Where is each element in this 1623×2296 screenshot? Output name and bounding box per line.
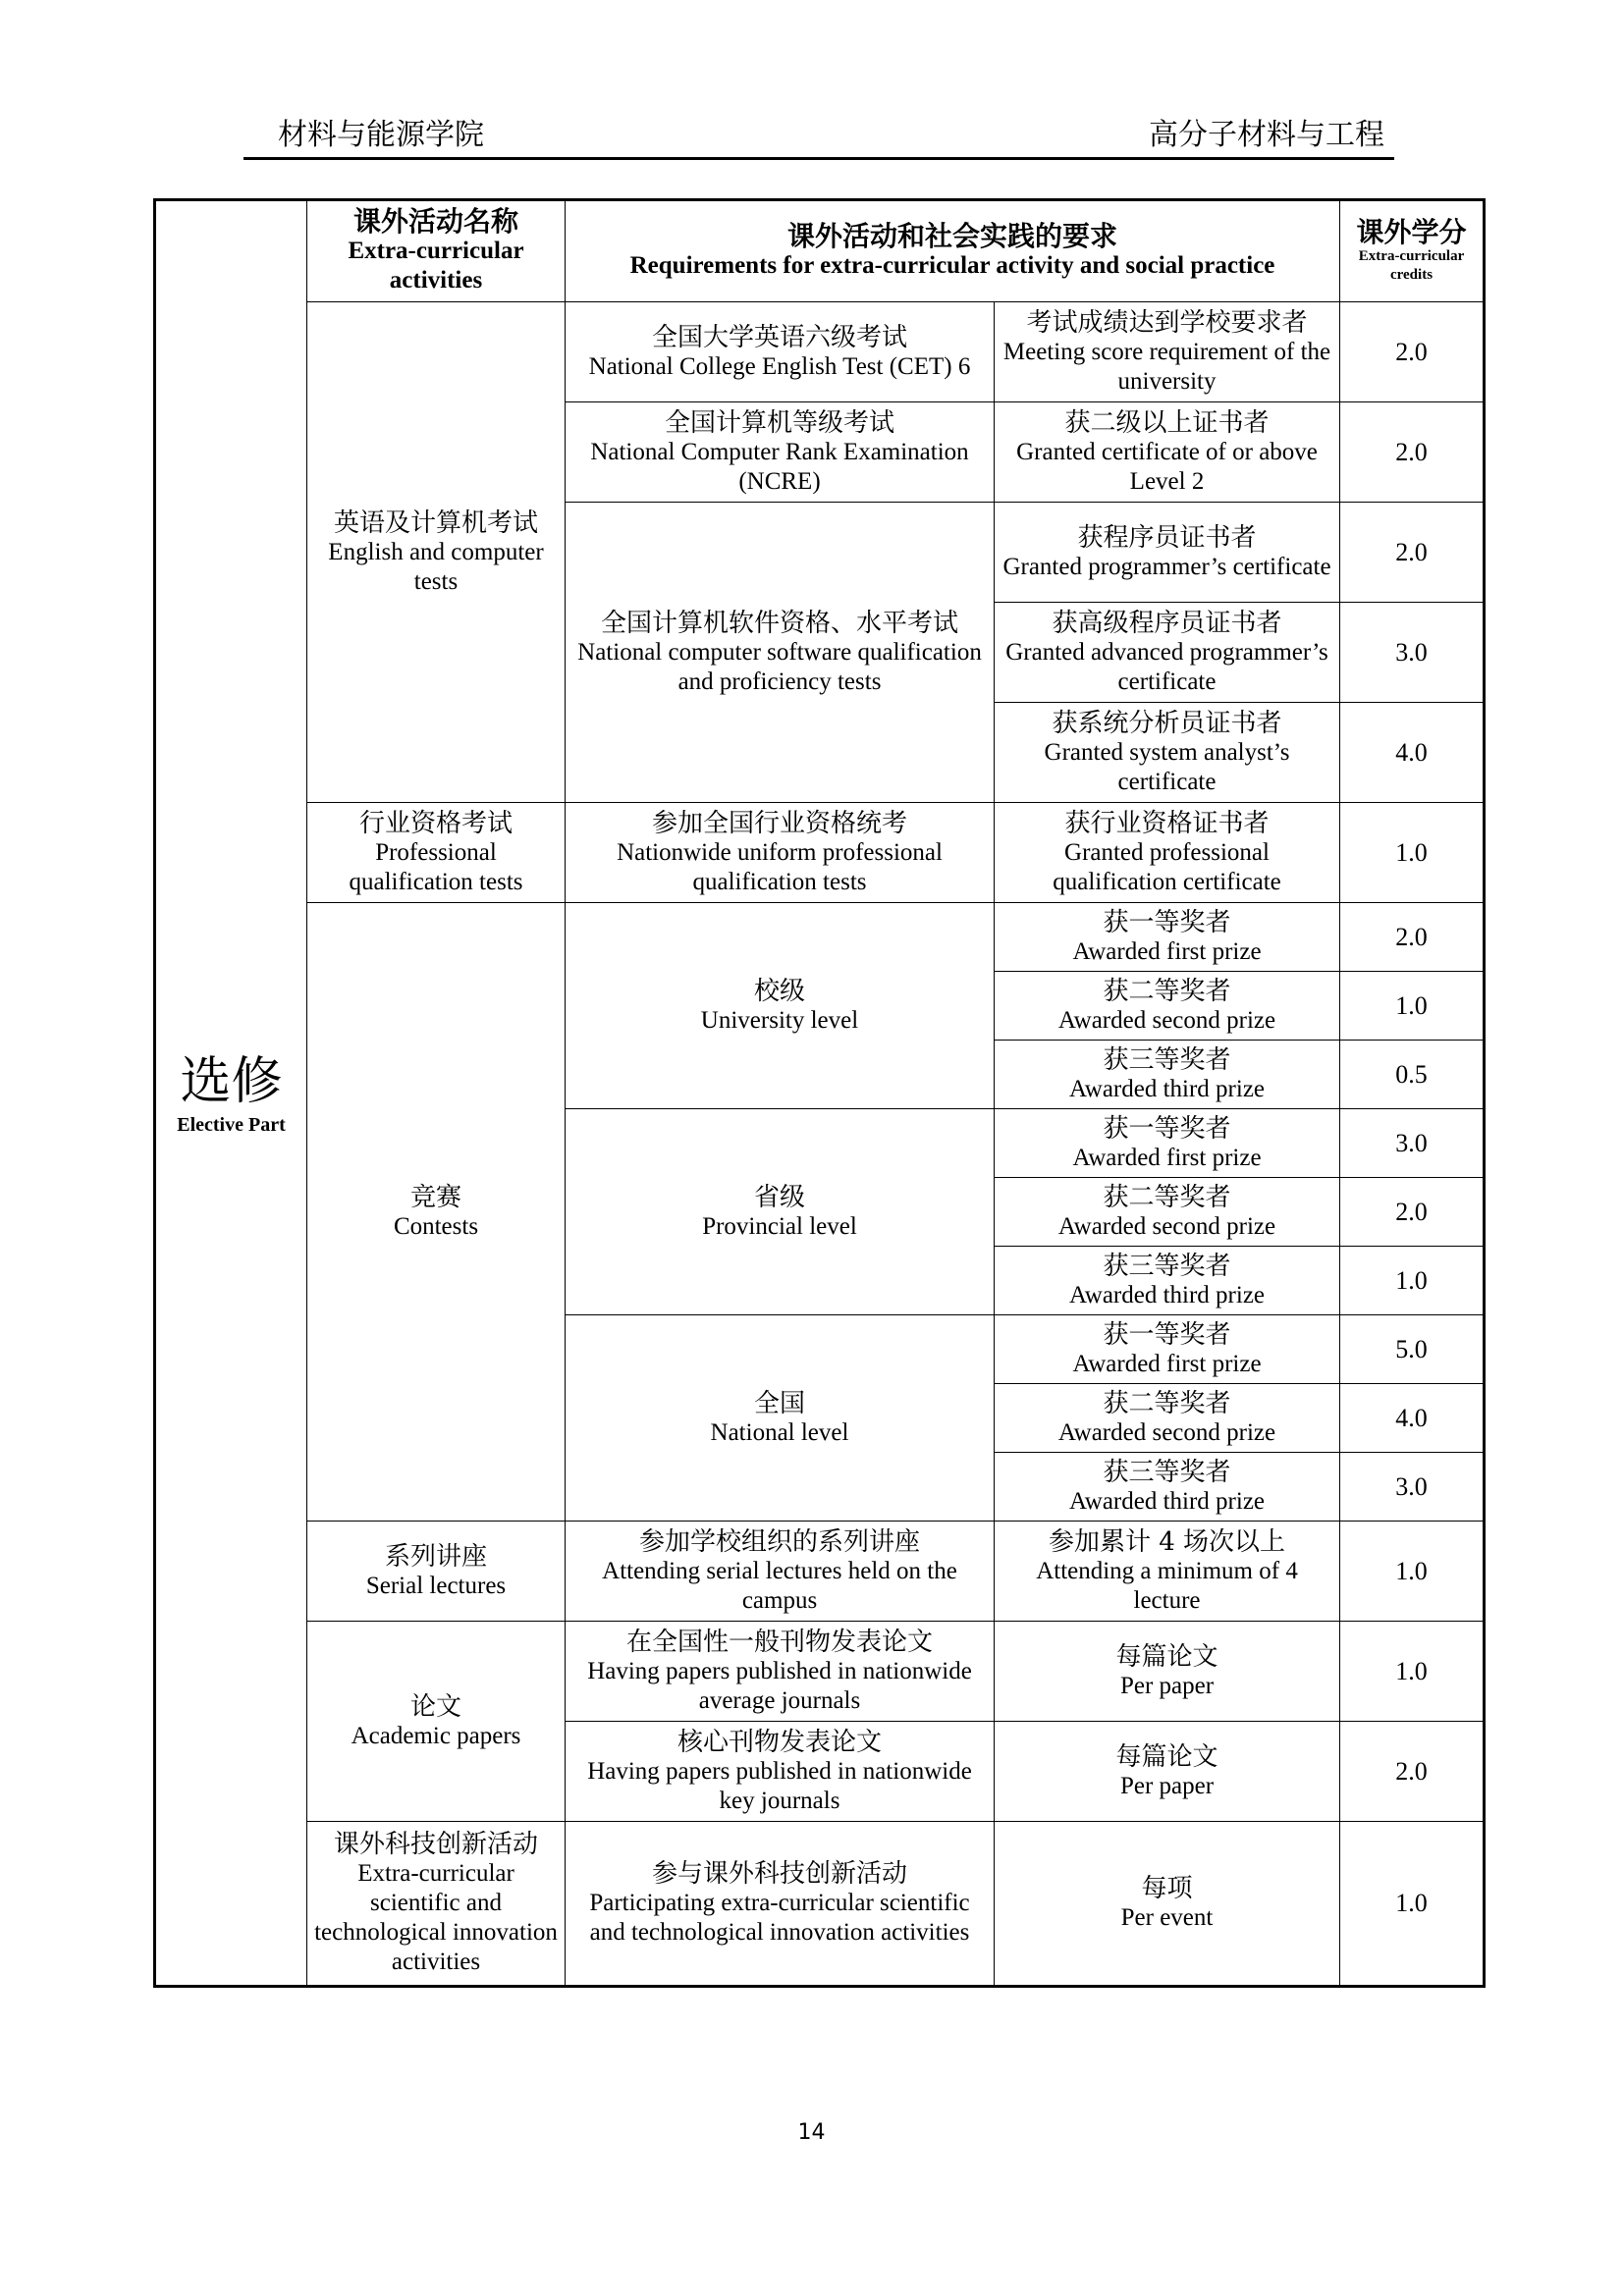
condition-system-analyst: 获系统分析员证书者 Granted system analyst’s certificate <box>995 703 1340 803</box>
extracurricular-credit-table <box>153 198 1486 1988</box>
condition-advanced-programmer: 获高级程序员证书者 Granted advanced programmer’s certificate <box>995 603 1340 703</box>
requirement-innovation: 参与课外科技创新活动 Participating extra-curricular scientific and technological innovation activities <box>566 1822 995 1987</box>
column-header-requirements: 课外活动和社会实践的要求 Requirements for extra-curricular activity and social practice <box>566 200 1340 302</box>
activity-english-computer: 英语及计算机考试 English and computer tests <box>307 302 566 803</box>
condition-prize: 获三等奖者 Awarded third prize <box>995 1247 1340 1315</box>
condition-prize: 获三等奖者 Awarded third prize <box>995 1041 1340 1109</box>
column-header-name: 课外活动名称 Extra-curricular activities <box>307 200 566 302</box>
credit-value: 3.0 <box>1340 603 1485 703</box>
condition-per-paper: 每篇论文 Per paper <box>995 1722 1340 1822</box>
credit-value: 2.0 <box>1340 1722 1485 1822</box>
credit-value: 1.0 <box>1340 803 1485 903</box>
column-header-credits: 课外学分 Extra-curricular credits <box>1340 200 1485 302</box>
table-row <box>155 1622 1485 1722</box>
requirement-ncre: 全国计算机等级考试 National Computer Rank Examination (NCRE) <box>566 402 995 503</box>
credit-value: 0.5 <box>1340 1041 1485 1109</box>
level-provincial: 省级 Provincial level <box>566 1109 995 1315</box>
credit-value: 3.0 <box>1340 1109 1485 1178</box>
condition-prize: 获三等奖者 Awarded third prize <box>995 1453 1340 1522</box>
credit-value: 2.0 <box>1340 402 1485 503</box>
condition-prize: 获一等奖者 Awarded first prize <box>995 1109 1340 1178</box>
header-major: 高分子材料与工程 <box>1149 118 1384 152</box>
requirement-papers-key: 核心刊物发表论文 Having papers published in nationwide key journals <box>566 1722 995 1822</box>
elective-part-zh: 选修 <box>180 1051 283 1111</box>
level-university: 校级 University level <box>566 903 995 1109</box>
table-row <box>155 1522 1485 1622</box>
requirement-cet: 全国大学英语六级考试 National College English Test (CET) 6 <box>566 302 995 402</box>
page-number: 14 <box>797 2120 826 2145</box>
activity-professional: 行业资格考试 Professional qualification tests <box>307 803 566 903</box>
condition-per-paper: 每篇论文 Per paper <box>995 1622 1340 1722</box>
table-row <box>155 1822 1485 1987</box>
condition-per-event: 每项 Per event <box>995 1822 1340 1987</box>
requirement-nationwide: 参加全国行业资格统考 Nationwide uniform professional qualification tests <box>566 803 995 903</box>
credit-value: 4.0 <box>1340 1384 1485 1453</box>
credit-value: 2.0 <box>1340 1178 1485 1247</box>
credit-value: 1.0 <box>1340 1247 1485 1315</box>
condition-prize: 获一等奖者 Awarded first prize <box>995 903 1340 972</box>
condition-lectures: 参加累计 4 场次以上 Attending a minimum of 4 lecture <box>995 1522 1340 1622</box>
credit-value: 1.0 <box>1340 1622 1485 1722</box>
condition-cet: 考试成绩达到学校要求者 Meeting score requirement of the university <box>995 302 1340 402</box>
requirement-papers-average: 在全国性一般刊物发表论文 Having papers published in nationwide average journals <box>566 1622 995 1722</box>
table-header-row <box>155 200 1485 302</box>
condition-ncre: 获二级以上证书者 Granted certificate of or above Level 2 <box>995 402 1340 503</box>
header-school: 材料与能源学院 <box>278 118 484 152</box>
elective-part-en: Elective Part <box>177 1113 286 1136</box>
condition-programmer: 获程序员证书者 Granted programmer’s certificate <box>995 503 1340 603</box>
credit-value: 1.0 <box>1340 1822 1485 1987</box>
credit-value: 2.0 <box>1340 503 1485 603</box>
activity-academic-papers: 论文 Academic papers <box>307 1622 566 1822</box>
condition-prize: 获二等奖者 Awarded second prize <box>995 972 1340 1041</box>
credit-value: 1.0 <box>1340 1522 1485 1622</box>
elective-part-cell <box>155 200 307 1987</box>
level-national: 全国 National level <box>566 1315 995 1522</box>
credit-value: 5.0 <box>1340 1315 1485 1384</box>
activity-serial-lectures: 系列讲座 Serial lectures <box>307 1522 566 1622</box>
activity-contests: 竞赛 Contests <box>307 903 566 1522</box>
condition-prize: 获二等奖者 Awarded second prize <box>995 1178 1340 1247</box>
requirement-software-tests: 全国计算机软件资格、水平考试 National computer software qualification and proficiency tests <box>566 503 995 803</box>
requirement-lectures: 参加学校组织的系列讲座 Attending serial lectures held on the campus <box>566 1522 995 1622</box>
condition-professional: 获行业资格证书者 Granted professional qualification certificate <box>995 803 1340 903</box>
condition-prize: 获一等奖者 Awarded first prize <box>995 1315 1340 1384</box>
table-row <box>155 302 1485 402</box>
page-header <box>243 116 1394 160</box>
credit-value: 2.0 <box>1340 302 1485 402</box>
credit-value: 3.0 <box>1340 1453 1485 1522</box>
condition-prize: 获二等奖者 Awarded second prize <box>995 1384 1340 1453</box>
credit-value: 4.0 <box>1340 703 1485 803</box>
activity-innovation: 课外科技创新活动 Extra-curricular scientific and technological innovation activities <box>307 1822 566 1987</box>
table-row <box>155 803 1485 903</box>
table-row <box>155 903 1485 972</box>
credit-value: 1.0 <box>1340 972 1485 1041</box>
credit-value: 2.0 <box>1340 903 1485 972</box>
